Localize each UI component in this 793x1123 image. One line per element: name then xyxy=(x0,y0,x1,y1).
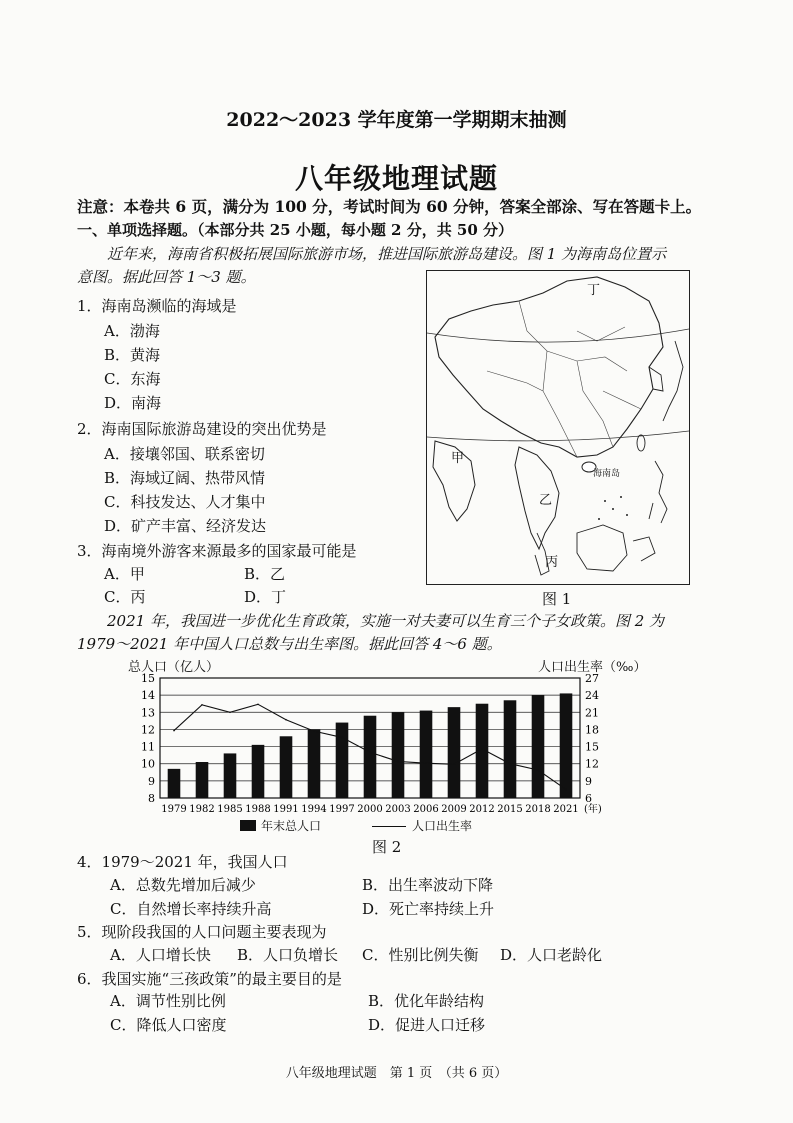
japan-outline xyxy=(663,341,683,421)
right-tick-label: 24 xyxy=(585,689,599,703)
q3-option-d[interactable]: D．丁 xyxy=(244,588,287,606)
section-heading: 一、单项选择题。（本部分共 25 小题，每小题 2 分，共 50 分） xyxy=(77,221,514,239)
legend-line-label: 人口出生率 xyxy=(412,819,473,833)
term-title: 2022～2023 学年度第一学期期末抽测 xyxy=(226,109,567,131)
x-tick-label: 2015 xyxy=(497,804,523,815)
q2-stem: 2．海南国际旅游岛建设的突出优势是 xyxy=(77,420,327,438)
right-tick-label: 27 xyxy=(585,672,599,685)
legend-bar-swatch xyxy=(240,820,256,831)
q2-option-d[interactable]: D．矿产丰富、经济发达 xyxy=(104,517,267,535)
population-bar xyxy=(532,695,545,798)
chart-right-axis-title: 人口出生率（‰） xyxy=(538,660,647,675)
q4-stem: 4．1979～2021 年，我国人口 xyxy=(77,853,288,871)
population-bar xyxy=(252,745,265,798)
figure2-caption: 图 2 xyxy=(372,838,402,856)
q1-option-d[interactable]: D．南海 xyxy=(104,394,162,412)
intro-line-1: 近年来，海南省积极拓展国际旅游市场，推进国际旅游岛建设。图 1 为海南岛位置示 xyxy=(107,245,667,263)
q2-option-c[interactable]: C．科技发达、人才集中 xyxy=(104,493,266,511)
birth-rate-point xyxy=(425,762,427,764)
left-tick-label: 9 xyxy=(148,774,155,788)
left-tick-label: 12 xyxy=(141,723,155,737)
birth-rate-point xyxy=(257,703,259,705)
population-bar xyxy=(560,693,573,798)
x-tick-label: 2000 xyxy=(357,804,383,815)
label-yi: 乙 xyxy=(539,493,553,508)
q4-option-c[interactable]: C．自然增长率持续升高 xyxy=(110,900,272,918)
population-bar xyxy=(392,712,405,798)
left-tick-label: 15 xyxy=(141,672,155,685)
x-tick-label: 1991 xyxy=(273,804,299,815)
population-bar xyxy=(196,762,209,798)
x-tick-label: 1988 xyxy=(245,804,271,815)
right-tick-label: 18 xyxy=(585,723,599,737)
label-ding: 丁 xyxy=(587,283,601,298)
q5-stem: 5．现阶段我国的人口问题主要表现为 xyxy=(77,923,327,941)
q2-option-b[interactable]: B．海域辽阔、热带风情 xyxy=(104,469,266,487)
population-chart xyxy=(118,668,658,838)
x-tick-label: 2009 xyxy=(441,804,467,815)
birth-rate-point xyxy=(537,769,539,771)
q3-option-a[interactable]: A．甲 xyxy=(104,565,145,583)
right-tick-label: 21 xyxy=(585,706,599,720)
figure1-caption: 图 1 xyxy=(542,590,572,608)
x-tick-label: 1979 xyxy=(161,804,187,815)
passage2-line-1: 2021 年，我国进一步优化生育政策，实施一对夫妻可以生育三个子女政策。图 2 为 xyxy=(107,612,665,630)
label-hainan: 海南岛 xyxy=(593,469,621,479)
left-tick-label: 14 xyxy=(141,689,155,703)
philippines-outline xyxy=(649,461,667,523)
birth-rate-point xyxy=(173,730,175,732)
hainan-location-map xyxy=(426,270,690,585)
q6-option-c[interactable]: C．降低人口密度 xyxy=(110,1016,227,1034)
birth-rate-point xyxy=(341,737,343,739)
right-tick-label: 9 xyxy=(585,774,592,788)
q3-option-b[interactable]: B．乙 xyxy=(244,565,286,583)
passage2-line-2: 1979～2021 年中国人口总数与出生率图。据此回答 4～6 题。 xyxy=(77,635,502,653)
birth-rate-point xyxy=(313,730,315,732)
x-tick-label: 2021 xyxy=(553,804,579,815)
x-tick-label: 2012 xyxy=(469,804,495,815)
q6-option-a[interactable]: A．调节性别比例 xyxy=(110,992,226,1010)
latitude-line-tropic xyxy=(427,431,689,441)
borneo-outline xyxy=(577,525,627,571)
q6-stem: 6．我国实施“三孩政策”的最主要目的是 xyxy=(77,970,342,988)
q4-option-b[interactable]: B．出生率波动下降 xyxy=(362,876,494,894)
latitude-line-north xyxy=(427,329,689,342)
q3-stem: 3．海南境外游客来源最多的国家最可能是 xyxy=(77,542,357,560)
x-tick-label: 2006 xyxy=(413,804,439,815)
population-bar xyxy=(336,723,349,798)
legend-bar-label: 年末总人口 xyxy=(261,819,322,833)
population-bar xyxy=(504,700,517,798)
q4-option-a[interactable]: A．总数先增加后减少 xyxy=(110,876,256,894)
q1-option-a[interactable]: A．渤海 xyxy=(104,322,160,340)
x-tick-label: 1994 xyxy=(301,804,327,815)
population-bar xyxy=(280,736,293,798)
province-borders xyxy=(487,301,641,457)
q5-option-b[interactable]: B．人口负增长 xyxy=(237,946,339,964)
q5-option-d[interactable]: D．人口老龄化 xyxy=(500,946,603,964)
q1-stem: 1．海南岛濒临的海域是 xyxy=(77,297,237,315)
q5-option-a[interactable]: A．人口增长快 xyxy=(110,946,211,964)
birth-rate-point xyxy=(397,761,399,763)
q5-option-c[interactable]: C．性别比例失衡 xyxy=(362,946,479,964)
x-tick-label: 1985 xyxy=(217,804,243,815)
notice: 注意：本卷共 6 页，满分为 100 分，考试时间为 60 分钟，答案全部涂、写在答题卡上。 xyxy=(77,197,702,216)
label-jia: 甲 xyxy=(451,451,465,466)
birth-rate-point xyxy=(565,789,567,791)
x-axis-unit: (年) xyxy=(584,804,602,815)
population-bar xyxy=(364,716,377,798)
right-tick-label: 6 xyxy=(585,792,592,805)
sea-islands xyxy=(598,496,628,520)
x-tick-label: 1982 xyxy=(189,804,215,815)
x-tick-label: 1997 xyxy=(329,804,355,815)
chart-left-axis-title: 总人口（亿人） xyxy=(128,660,220,675)
population-bar xyxy=(420,711,433,798)
birth-rate-point xyxy=(201,704,203,706)
population-bar xyxy=(224,753,237,798)
q2-option-a[interactable]: A．接壤邻国、联系密切 xyxy=(104,445,265,463)
intro-line-2: 意图。据此回答 1～3 题。 xyxy=(77,268,256,286)
birth-rate-point xyxy=(481,748,483,750)
paper-title: 八年级地理试题 xyxy=(294,162,498,195)
legend-line-swatch xyxy=(372,826,406,827)
x-tick-label: 2018 xyxy=(525,804,551,815)
population-bar xyxy=(308,729,321,798)
map-drawing xyxy=(427,271,689,584)
left-tick-label: 13 xyxy=(141,706,155,720)
population-bar xyxy=(168,769,181,798)
q1-option-c[interactable]: C．东海 xyxy=(104,370,161,388)
left-tick-label: 11 xyxy=(141,740,155,754)
sulawesi-outline xyxy=(633,537,655,561)
birth-rate-point xyxy=(229,711,231,713)
left-tick-label: 10 xyxy=(141,757,155,771)
population-bar xyxy=(448,707,461,798)
q6-option-d[interactable]: D．促进人口迁移 xyxy=(368,1016,486,1034)
right-tick-label: 12 xyxy=(585,757,599,771)
birth-rate-point xyxy=(453,763,455,765)
x-tick-label: 2003 xyxy=(385,804,411,815)
q3-option-c[interactable]: C．丙 xyxy=(104,588,146,606)
left-tick-label: 8 xyxy=(148,792,155,805)
q1-option-b[interactable]: B．黄海 xyxy=(104,346,161,364)
label-bing: 丙 xyxy=(545,555,559,570)
birth-rate-point xyxy=(369,751,371,753)
birth-rate-point xyxy=(509,763,511,765)
page-footer: 八年级地理试题 第 1 页 （共 6 页） xyxy=(285,1066,508,1081)
q4-option-d[interactable]: D．死亡率持续上升 xyxy=(362,900,495,918)
q6-option-b[interactable]: B．优化年龄结构 xyxy=(368,992,485,1010)
birth-rate-point xyxy=(285,719,287,721)
right-tick-label: 15 xyxy=(585,740,599,754)
china-outline xyxy=(435,277,663,457)
taiwan-shape xyxy=(637,435,645,451)
